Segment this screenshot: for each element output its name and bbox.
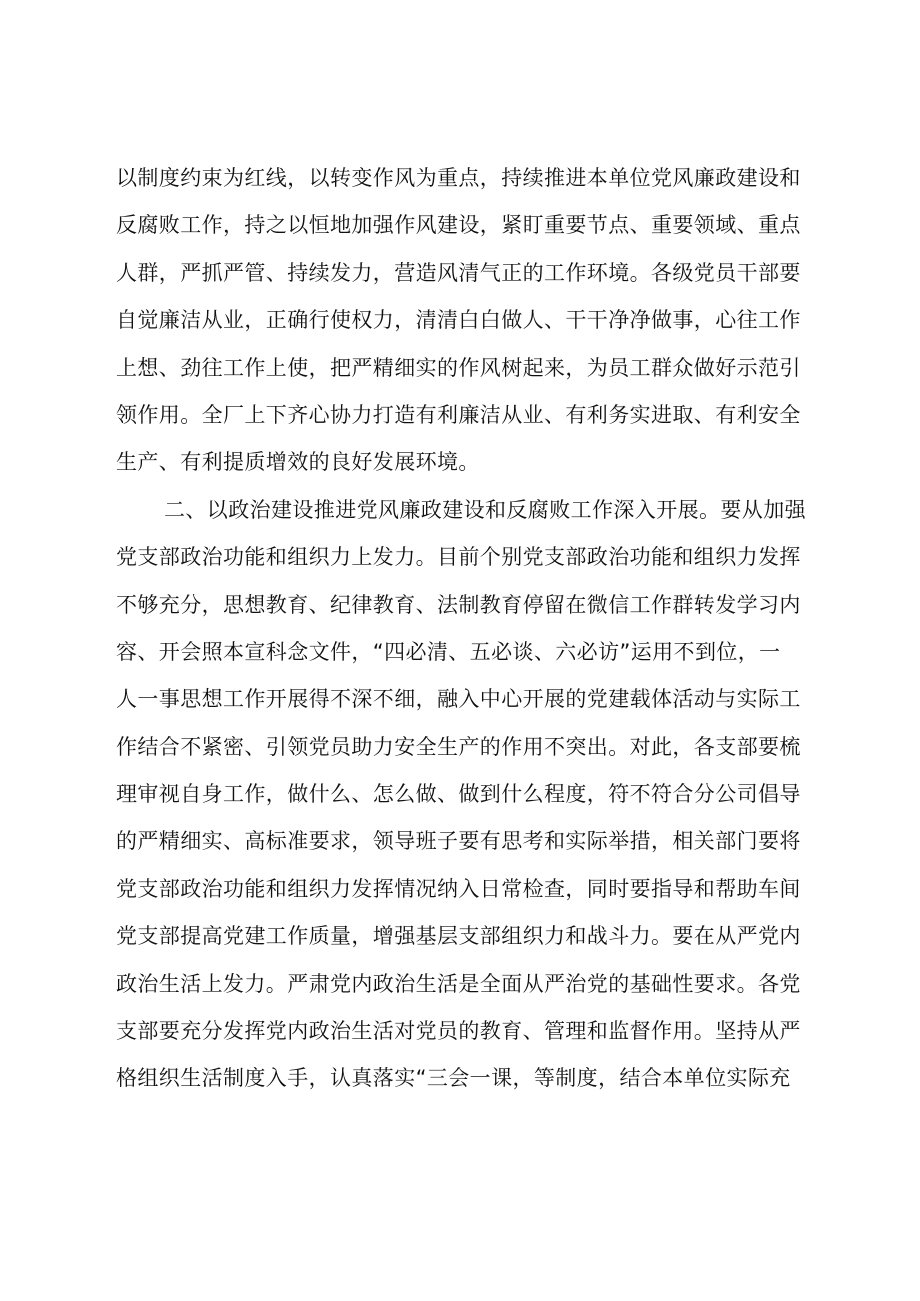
text-line: 人一事思想工作开展得不深不细，融入中心开展的党建载体活动与实际工: [116, 687, 801, 712]
text-line: 不够充分，思想教育、纪律教育、法制教育停留在微信工作群转发学习内: [116, 592, 801, 617]
text-line: 容、开会照本宣科念文件，“四必清、五必谈、六必访”运用不到位，一: [116, 639, 781, 664]
text-line: 自觉廉洁从业，正确行使权力，清清白白做人、干干净净做事，心往工作: [116, 308, 801, 333]
text-line: 人群，严抓严管、持续发力，营造风清气正的工作环境。各级党员干部要: [116, 260, 801, 285]
body-text: [116, 155, 826, 1103]
text-line: 领作用。全厂上下齐心协力打造有利廉洁从业、有利务实进取、有利安全: [116, 402, 801, 427]
text-line: 生产、有利提质增效的良好发展环境。: [116, 450, 480, 475]
text-line: 格组织生活制度入手，认真落实“三会一课，等制度，结合本单位实际充: [116, 1066, 791, 1091]
section-heading-line: 二、以政治建设推进党风廉政建设和反腐败工作深入开展。要从加强: [164, 497, 806, 522]
text-line: 的严精细实、高标准要求，领导班子要有思考和实际举措，相关部门要将: [116, 829, 801, 854]
text-line: 理审视自身工作，做什么、怎么做、做到什么程度，符不符合分公司倡导: [116, 782, 801, 807]
text-line: 反腐败工作，持之以恒地加强作风建设，紧盯重要节点、重要领域、重点: [116, 213, 801, 238]
text-line: 支部要充分发挥党内政治生活对党员的教育、管理和监督作用。坚持从严: [116, 1019, 801, 1044]
text-line: 以制度约束为红线，以转变作风为重点，持续推进本单位党风廉政建设和: [116, 166, 801, 190]
text-line: 上想、劲往工作上使，把严精细实的作风树起来，为员工群众做好示范引: [116, 355, 801, 380]
text-line: 党支部政治功能和组织力上发力。目前个别党支部政治功能和组织力发挥: [116, 545, 801, 570]
text-line: 党支部提高党建工作质量，增强基层支部组织力和战斗力。要在从严党内: [116, 924, 801, 949]
text-line: 政治生活上发力。严肃党内政治生活是全面从严治党的基础性要求。各党: [116, 971, 801, 996]
text-line: 党支部政治功能和组织力发挥情况纳入日常检查，同时要指导和帮助车间: [116, 876, 801, 901]
text-line: 作结合不紧密、引领党员助力安全生产的作用不突出。对此，各支部要梳: [116, 734, 801, 759]
